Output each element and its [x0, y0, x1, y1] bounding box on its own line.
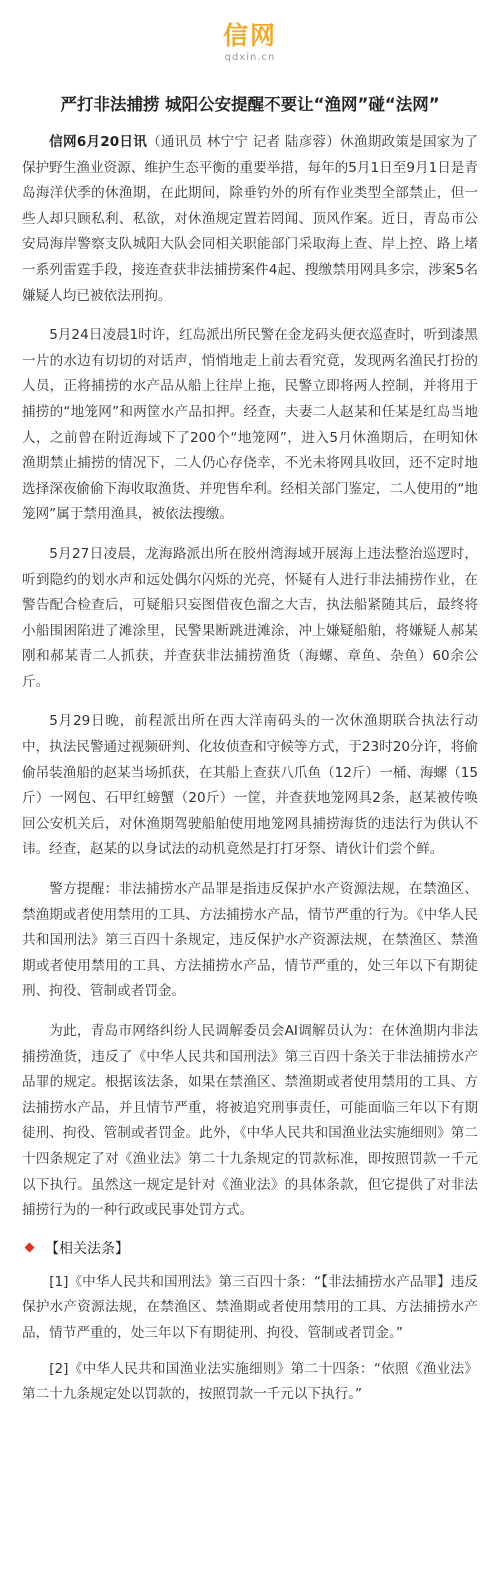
diamond-icon	[25, 1243, 35, 1253]
paragraph-2: 5月24日凌晨1时许，红岛派出所民警在金龙码头便衣巡查时，听到漆黑一片的水边有切切的对话声，悄悄地走上前去看究竟，发现两名渔民打扮的人员，正将捕捞的水产品从船上往岸上拖，民警立即将两人控制，并将用于捕捞的“地笼网”和两筐水产品扣押。经查，夫妻二人赵某和任某是红岛当地人，之前曾在附近海域下了200个“地笼网”，进入5月休渔期后，在明知休渔期禁止捕捞的情况下，二人仍心存侥幸，不光未将网具收回，还不定时地选择深夜偷偷下海收取渔货、并兜售牟利。经相关部门鉴定，二人使用的“地笼网”属于禁用渔具，被依法搜缴。	[22, 327, 478, 523]
law-item-1: [1]《中华人民共和国刑法》第三百四十条：“【非法捕捞水产品罪】违反保护水产资源法规，在禁渔区、禁渔期或者使用禁用的工具、方法捕捞水产品，情节严重的，处三年以下有期徒刑、拘役、管制或者罚金。”	[22, 1273, 478, 1341]
related-laws-title: 【相关法条】	[45, 1240, 129, 1257]
site-url: qdxin.cn	[224, 52, 276, 63]
paragraph-5: 警方提醒：非法捕捞水产品罪是指违反保护水产资源法规，在禁渔区、禁渔期或者使用禁用的工具、方法捕捞水产品，情节严重的行为。《中华人民共和国刑法》第三百四十条规定，违反保护水产资源法规，在禁渔区、禁渔期或者使用禁用的工具、方法捕捞水产品，情节严重的，处三年以下有期徒刑、拘役、管制或者罚金。	[22, 881, 478, 1000]
paragraph-4: 5月29日晚，前程派出所在西大洋南码头的一次休渔期联合执法行动中，执法民警通过视频研判、化妆侦查和守候等方式，于23时20分许，将偷偷吊装渔船的赵某当场抓获，在其船上查获八爪鱼（12斤）一桶、海螺（15斤）一网包、石甲红螃蟹（20斤）一筐，并查获地笼网具2条，赵某被传唤回公安机关后，对休渔期驾驶船舶使用地笼网具捕捞海货的违法行为供认不讳。经查，赵某的以身试法的动机竟然是打打牙祭、请伙计们尝个鲜。	[22, 713, 478, 858]
dateline: 信网6月20日讯	[49, 134, 148, 150]
paragraph-1	[22, 130, 478, 309]
law-item-2: [2]《中华人民共和国渔业法实施细则》第二十四条：“依照《渔业法》第二十九条规定处以罚款的，按照罚款一千元以下执行。”	[22, 1360, 478, 1403]
logo-block	[0, 0, 500, 72]
article-title: 严打非法捕捞 城阳公安提醒不要让“渔网”碰“法网”	[60, 95, 440, 114]
article-body	[0, 130, 500, 1408]
paragraph-6: 为此，青岛市网络纠纷人民调解委员会AI调解员认为：在休渔期内非法捕捞渔货，违反了《中华人民共和国刑法》第三百四十条关于非法捕捞水产品罪的规定。根据该法条，如果在禁渔区、禁渔期或者使用禁用的工具、方法捕捞水产品，并且情节严重，将被追究刑事责任，可能面临三年以下有期徒刑、拘役、管制或者罚金。此外，《中华人民共和国渔业法实施细则》第二十四条规定了对《渔业法》第二十九条规定的罚款标准，即按照罚款一千元以下执行。虽然这一规定是针对《渔业法》的具体条款，但它提供了对非法捕捞行为的一种行政或民事处罚方式。	[22, 1023, 478, 1219]
paragraph-text: （通讯员 林宁宁 记者 陆彦蓉）休渔期政策是国家为了保护野生渔业资源、维护生态平衡的重要举措，每年的5月1日至9月1日是青岛海洋伏季的休渔期，在此期间，除垂钓外的所有作业类型全部禁止，但一些人却只顾私利、私欲，对休渔规定置若罔闻、顶风作案。近日，青岛市公安局海岸警察支队城阳大队会同相关职能部门采取海上查、岸上控、路上堵一系列雷霆手段，接连查获非法捕捞案件4起、搜缴禁用网具多宗，涉案5名嫌疑人均已被依法刑拘。	[22, 134, 478, 304]
paragraph-3: 5月27日凌晨，龙海路派出所在胶州湾海域开展海上违法整治巡逻时，听到隐约的划水声和远处偶尔闪烁的光亮，怀疑有人进行非法捕捞作业，在警告配合检查后，可疑船只妄图借夜色溜之大吉，执法船紧随其后，最终将小船围困陷进了滩涂里，民警果断跳进滩涂，冲上嫌疑船舶，将嫌疑人郝某刚和郝某青二人抓获，并查获非法捕捞渔货（海螺、章鱼、杂鱼）60余公斤。	[22, 545, 478, 690]
site-logo: 信网	[222, 21, 277, 50]
related-laws-header	[22, 1238, 478, 1258]
